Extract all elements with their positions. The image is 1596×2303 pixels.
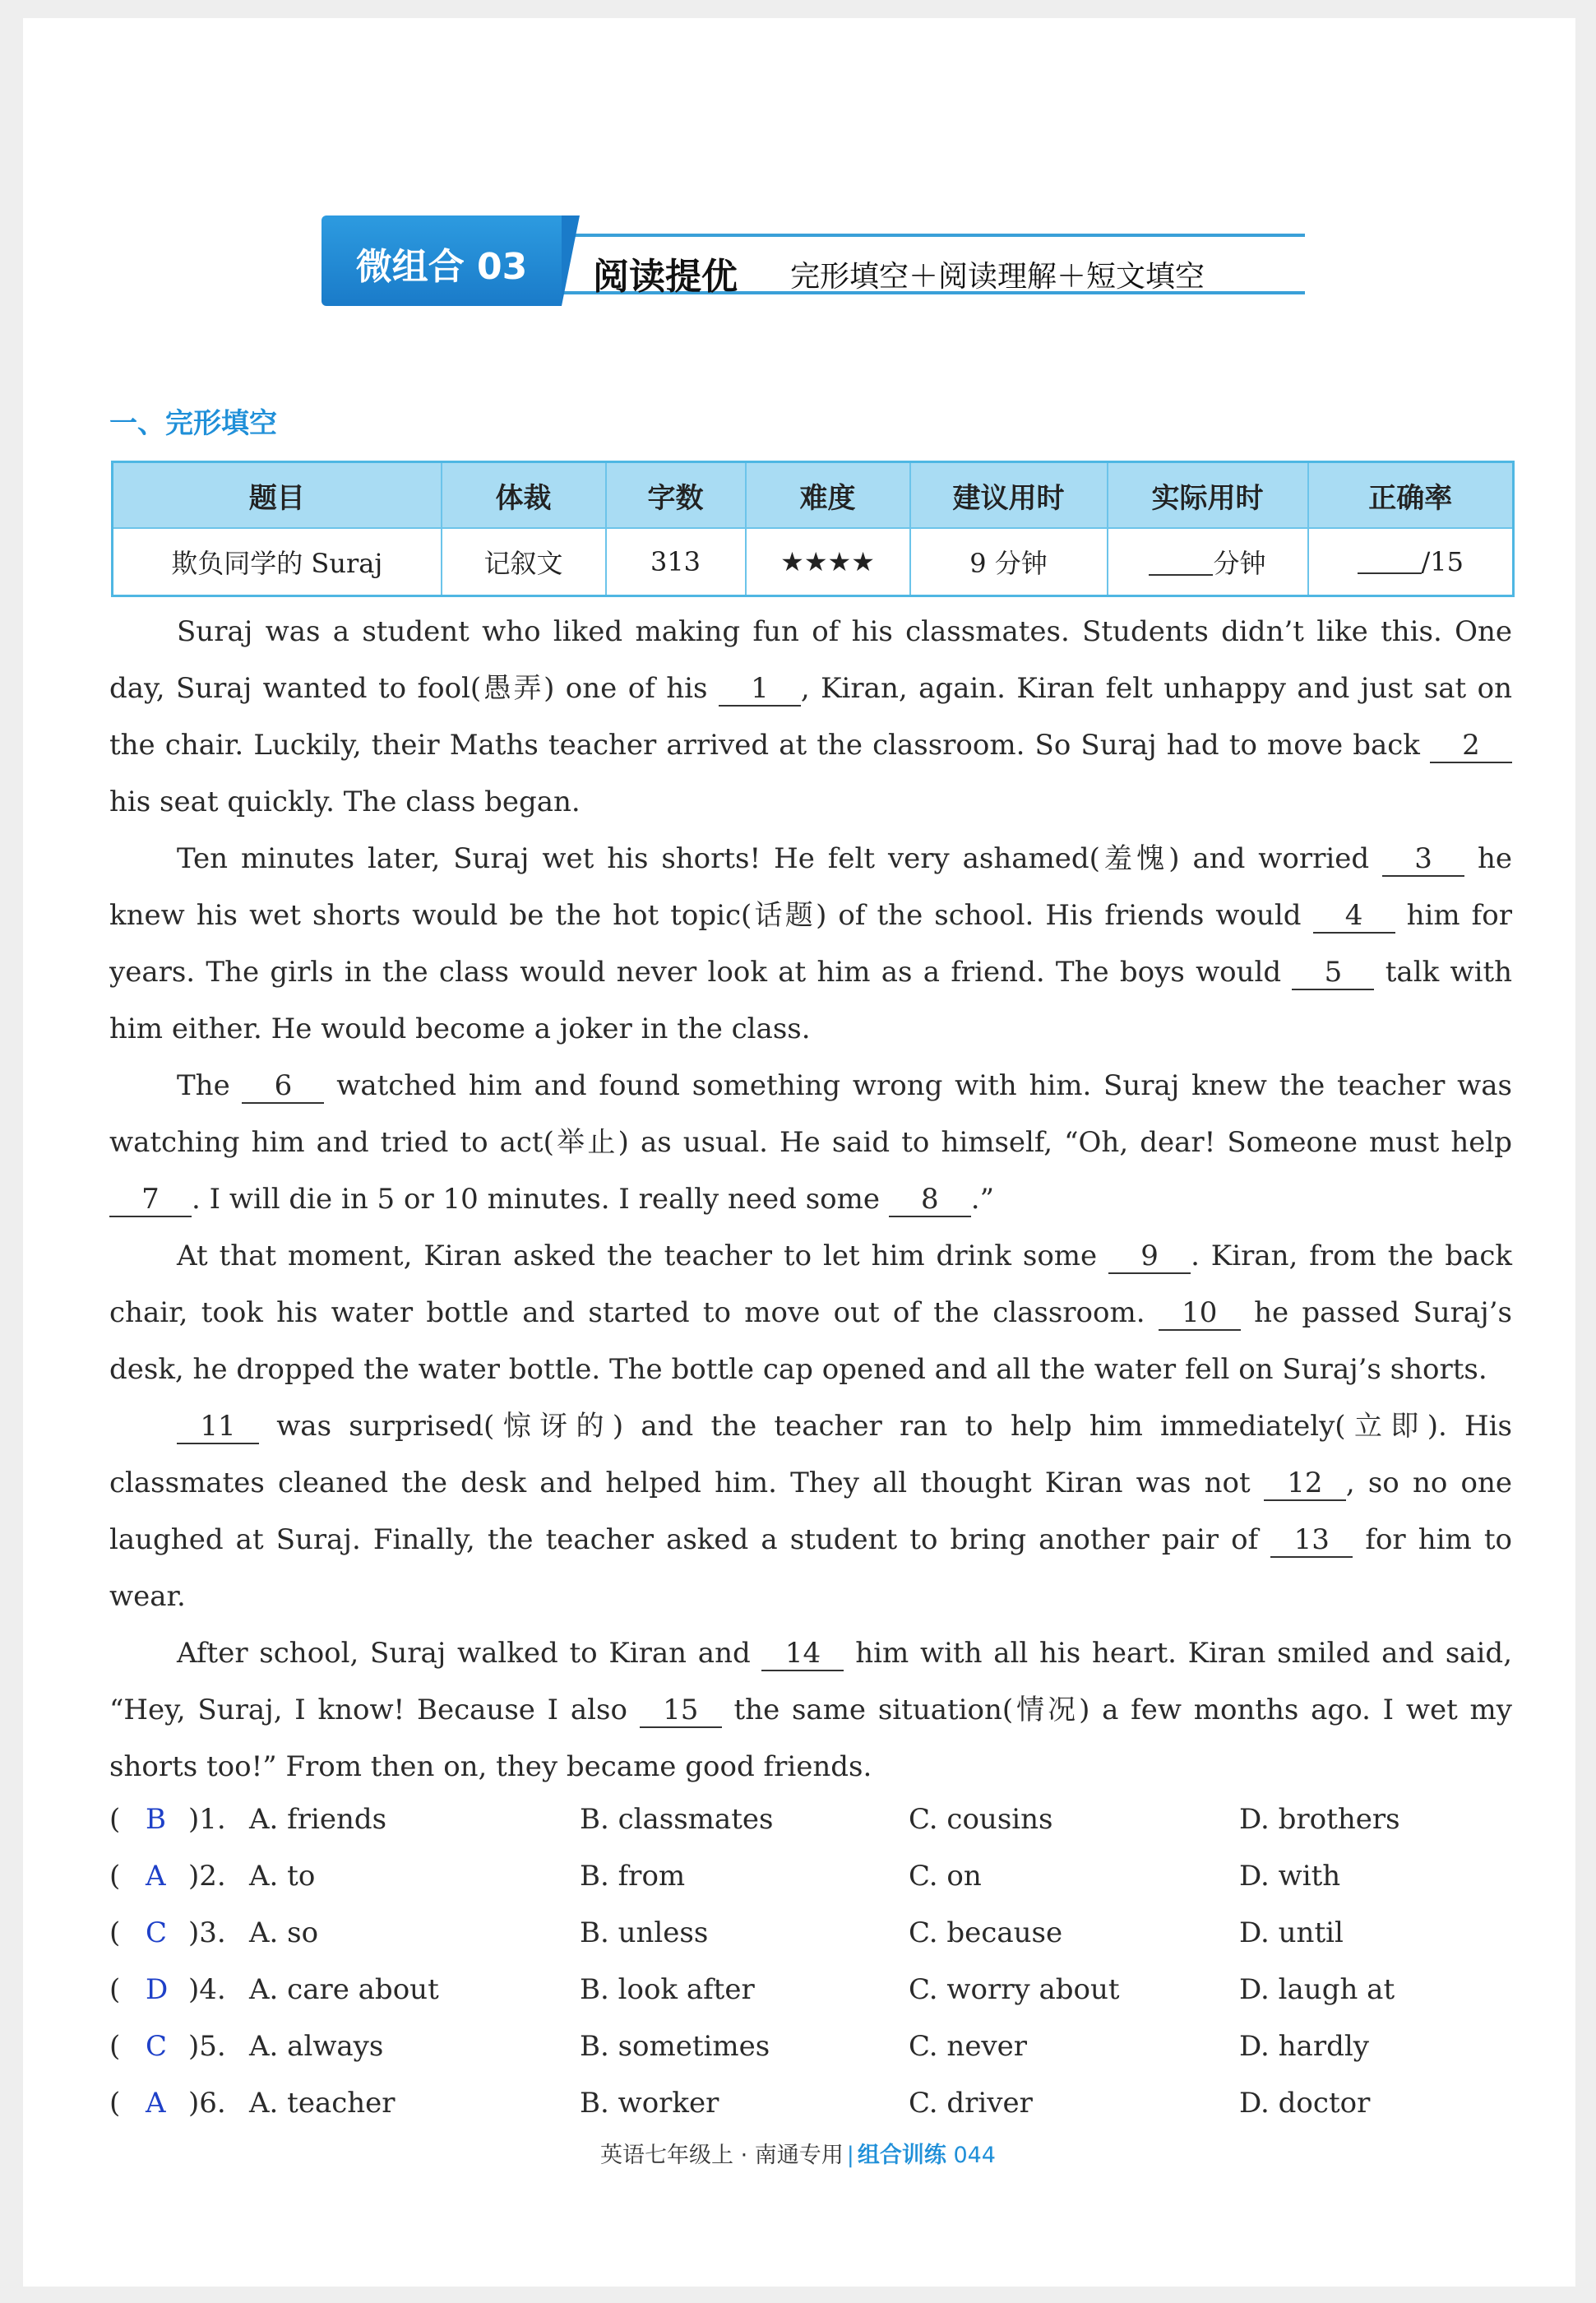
text-run: . I will die in 5 or 10 minutes. I really need some — [192, 1183, 889, 1216]
accuracy-blank[interactable] — [1358, 549, 1422, 574]
option-a[interactable]: A. to — [249, 1860, 316, 1893]
banner-rule-top — [553, 234, 1305, 237]
paragraph-5 — [109, 1398, 1512, 1625]
blank-7[interactable]: 7 — [109, 1183, 192, 1217]
blank-4[interactable]: 4 — [1313, 899, 1395, 934]
option-a[interactable]: A. teacher — [249, 2087, 396, 2120]
option-a[interactable]: A. so — [249, 1916, 319, 1949]
option-d[interactable]: D. laugh at — [1239, 1973, 1395, 2006]
page-number: 044 — [953, 2143, 996, 2168]
question-row-2: ( A )2. A. to B. from C. on D. with — [109, 1848, 1512, 1905]
text-run: him with all his heart. Kiran smiled and said, “Hey, Suraj, I know! Because I also — [109, 1637, 1512, 1726]
answer-mark[interactable]: A — [146, 2087, 166, 2120]
footer-section: 组合训练 — [857, 2143, 946, 2168]
table-row — [113, 528, 1514, 596]
question-number: )4. — [188, 1973, 226, 2006]
blank-8[interactable]: 8 — [889, 1183, 971, 1217]
question-list — [109, 1791, 1512, 2132]
blank-14[interactable]: 14 — [761, 1637, 844, 1671]
paragraph-2 — [109, 831, 1512, 1058]
answer-mark[interactable]: D — [146, 1973, 169, 2006]
option-b[interactable]: B. classmates — [580, 1803, 774, 1836]
footer-book: 英语七年级上 · 南通专用 — [600, 2143, 844, 2168]
blank-9[interactable]: 9 — [1108, 1240, 1191, 1274]
text-run: talk with him either. He would become a joker in the class. — [109, 956, 1513, 1045]
question-number: )2. — [188, 1860, 226, 1893]
option-d[interactable]: D. brothers — [1239, 1803, 1400, 1836]
answer-mark[interactable]: A — [146, 1860, 166, 1893]
banner-title: 阅读提优 — [593, 256, 738, 298]
paragraph-6 — [109, 1625, 1512, 1796]
text-run: , so no one laughed at Suraj. Finally, the teacher asked a student to bring another pair of — [109, 1467, 1512, 1556]
option-b[interactable]: B. from — [580, 1860, 686, 1893]
answer-mark[interactable]: C — [146, 2030, 168, 2063]
header-words: 字数 — [606, 462, 746, 529]
blank-15[interactable]: 15 — [640, 1694, 722, 1728]
cell-difficulty: ★★★★ — [746, 528, 910, 596]
answer-mark[interactable]: C — [146, 1916, 168, 1949]
question-row-3: ( C )3. A. so B. unless C. because D. until — [109, 1905, 1512, 1962]
question-row-6: ( A )6. A. teacher B. worker C. driver D. doctor — [109, 2075, 1512, 2132]
header-suggested-time: 建议用时 — [910, 462, 1108, 529]
option-b[interactable]: B. unless — [580, 1916, 709, 1949]
header-title: 题目 — [113, 462, 442, 529]
option-a[interactable]: A. always — [249, 2030, 384, 2063]
option-c[interactable]: C. worry about — [909, 1973, 1120, 2006]
paragraph-4 — [109, 1228, 1512, 1398]
text-run: The — [177, 1069, 243, 1102]
text-run: was surprised(惊讶的) and the teacher ran to help him immediately(立即). His classmates cleaned the desk and helped him. They all thought Kiran was not — [109, 1410, 1512, 1499]
text-run: for him to wear. — [109, 1523, 1513, 1613]
question-row-5: ( C )5. A. always B. sometimes C. never D. hardly — [109, 2018, 1512, 2075]
text-run: he passed Suraj’s desk, he dropped the water bottle. The bottle cap opened and all the water fell on Suraj’s shorts. — [109, 1296, 1512, 1386]
text-run: he knew his wet shorts would be the hot topic(话题) of the school. His friends would — [109, 842, 1512, 932]
option-c[interactable]: C. on — [909, 1860, 982, 1893]
text-run: .” — [970, 1183, 994, 1216]
blank-2[interactable]: 2 — [1430, 729, 1512, 763]
text-run: him for years. The girls in the class would never look at him as a friend. The boys would — [109, 899, 1512, 989]
cell-actual-time[interactable] — [1108, 528, 1308, 596]
text-run: watched him and found something wrong with him. Suraj knew the teacher was watching him and tried to act(举止) as usual. He said to himself, “Oh, dear! Someone must help — [109, 1069, 1512, 1159]
option-c[interactable]: C. because — [909, 1916, 1063, 1949]
blank-13[interactable]: 13 — [1270, 1523, 1353, 1558]
text-run: , Kiran, again. Kiran felt unhappy and just sat on the chair. Luckily, their Maths teacher arrived at the classroom. So Suraj had to move back — [109, 672, 1512, 762]
blank-12[interactable]: 12 — [1264, 1467, 1346, 1501]
text-run: Ten minutes later, Suraj wet his shorts! He felt very ashamed(羞愧) and worried — [177, 842, 1383, 875]
header-accuracy: 正确率 — [1308, 462, 1514, 529]
table-header-row — [113, 462, 1514, 529]
cloze-passage — [109, 604, 1512, 1796]
info-table — [111, 461, 1515, 597]
accuracy-total: /15 — [1421, 546, 1464, 577]
cell-title: 欺负同学的 Suraj — [113, 528, 442, 596]
option-b[interactable]: B. look after — [580, 1973, 755, 2006]
section-heading: 一、完形填空 — [109, 407, 277, 440]
option-d[interactable]: D. with — [1239, 1860, 1341, 1893]
option-d[interactable]: D. doctor — [1239, 2087, 1371, 2120]
question-number: )3. — [188, 1916, 226, 1949]
text-run: At that moment, Kiran asked the teacher to let him drink some — [177, 1240, 1109, 1272]
header-genre: 体裁 — [442, 462, 606, 529]
question-number: )6. — [188, 2087, 226, 2120]
text-run: After school, Suraj walked to Kiran and — [177, 1637, 762, 1670]
paragraph-3 — [109, 1058, 1512, 1228]
question-row-4: ( D )4. A. care about B. look after C. worry about D. laugh at — [109, 1962, 1512, 2018]
question-number: )5. — [188, 2030, 226, 2063]
option-c[interactable]: C. never — [909, 2030, 1028, 2063]
cell-words: 313 — [606, 528, 746, 596]
footer-separator: | — [846, 2143, 854, 2168]
blank-1[interactable]: 1 — [719, 672, 801, 707]
option-d[interactable]: D. hardly — [1239, 2030, 1369, 2063]
paragraph-1 — [109, 604, 1512, 831]
cell-accuracy[interactable] — [1308, 528, 1514, 596]
blank-3[interactable]: 3 — [1382, 842, 1464, 877]
section-banner — [322, 215, 1305, 309]
option-c[interactable]: C. cousins — [909, 1803, 1053, 1836]
actual-time-unit: 分钟 — [1213, 548, 1266, 579]
header-actual-time: 实际用时 — [1108, 462, 1308, 529]
blank-6[interactable]: 6 — [242, 1069, 324, 1104]
answer-mark[interactable]: B — [146, 1803, 166, 1836]
text-run: his seat quickly. The class began. — [109, 785, 581, 818]
blank-5[interactable]: 5 — [1292, 956, 1374, 990]
option-b[interactable]: B. worker — [580, 2087, 719, 2120]
question-number: )1. — [188, 1803, 226, 1836]
text-run: . Kiran, from the back chair, took his water bottle and started to move out of the classroom. — [109, 1240, 1512, 1329]
option-a[interactable]: A. care about — [249, 1973, 439, 2006]
option-a[interactable]: A. friends — [249, 1803, 387, 1836]
actual-time-blank[interactable] — [1149, 551, 1213, 576]
option-b[interactable]: B. sometimes — [580, 2030, 770, 2063]
banner-subtitle: 完形填空＋阅读理解＋短文填空 — [790, 260, 1205, 294]
question-row-1: ( B )1. A. friends B. classmates C. cousins D. brothers — [109, 1791, 1512, 1848]
cell-suggested-time: 9 分钟 — [910, 528, 1108, 596]
text-run: Suraj was a student who liked making fun of his classmates. Students didn’t like this. One day, Suraj wanted to fool(愚弄) one of his — [109, 615, 1512, 705]
option-c[interactable]: C. driver — [909, 2087, 1033, 2120]
cell-genre: 记叙文 — [442, 528, 606, 596]
blank-11[interactable]: 11 — [177, 1410, 259, 1444]
text-run: the same situation(情况) a few months ago. I wet my shorts too!” From then on, they became good friends. — [109, 1694, 1512, 1783]
banner-code: 微组合 03 — [355, 246, 528, 288]
blank-10[interactable]: 10 — [1159, 1296, 1241, 1331]
option-d[interactable]: D. until — [1239, 1916, 1344, 1949]
page-footer — [0, 2137, 1596, 2169]
header-difficulty: 难度 — [746, 462, 910, 529]
